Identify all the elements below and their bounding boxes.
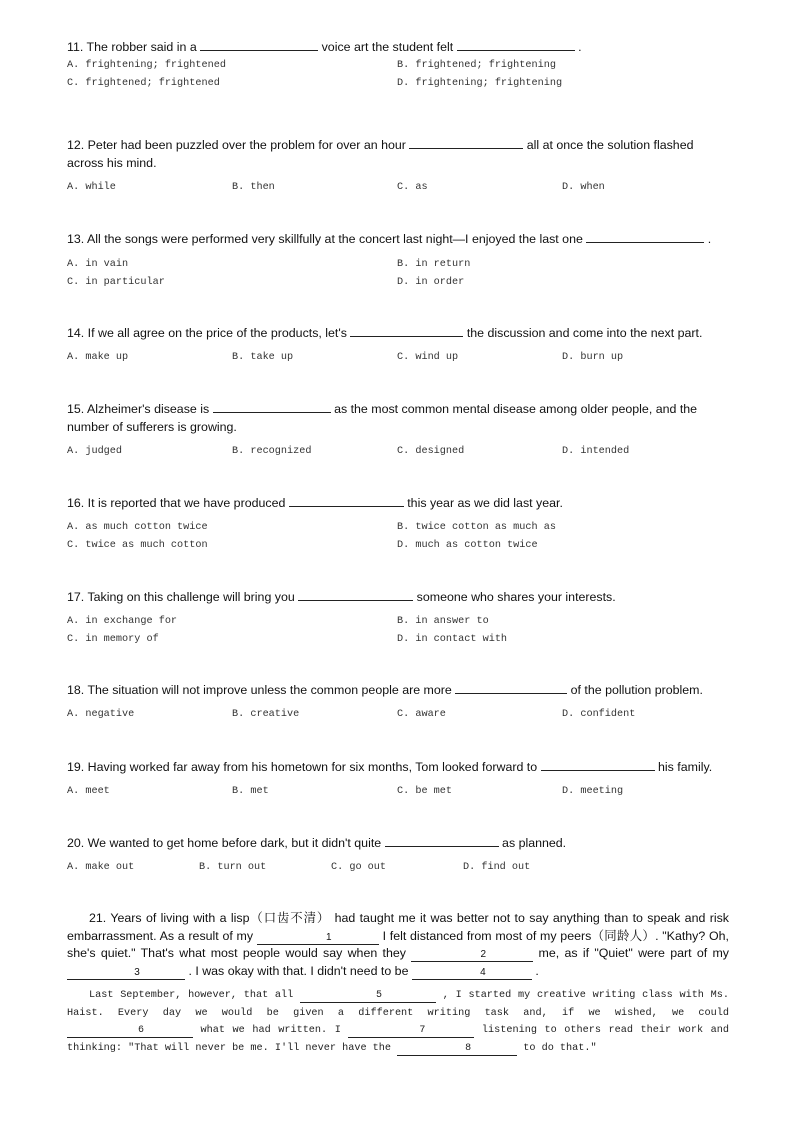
cloze-blank[interactable]: 4 bbox=[412, 967, 532, 980]
answer-blank[interactable] bbox=[385, 834, 499, 847]
cloze-blank[interactable]: 2 bbox=[411, 949, 533, 962]
option-c[interactable]: C. in particular bbox=[67, 276, 165, 288]
answer-blank[interactable] bbox=[541, 758, 655, 771]
cloze-blank[interactable]: 1 bbox=[257, 932, 379, 945]
option-c[interactable]: C. aware bbox=[397, 709, 446, 720]
option-c[interactable]: C. wind up bbox=[397, 352, 459, 363]
option-a[interactable]: A. in exchange for bbox=[67, 616, 178, 627]
option-d[interactable]: D. confident bbox=[562, 709, 636, 720]
question-19-options bbox=[67, 783, 729, 801]
option-a[interactable]: A. while bbox=[67, 182, 116, 193]
option-a[interactable]: A. frightening; frightened bbox=[67, 60, 226, 71]
question-14-options bbox=[67, 349, 729, 367]
cloze-passage-paragraph-1: 21. Years of living with a lisp（口齿不清） had taught me it was better not to say anything than to speak and risk embarrassment. As a result of my 1 I felt distanced from most of my peers（同龄人）. "Kathy? Oh, she's quiet." That's what most people would say when they 2 me, as if "Quiet" were part of my 3 . I was okay with that. I didn't need to be 4 . bbox=[67, 911, 730, 978]
option-b[interactable]: B. met bbox=[232, 786, 269, 797]
option-b[interactable]: B. in return bbox=[397, 259, 471, 270]
question-15-stem: 15. Alzheimer's disease is as the most common mental disease among older people, and the number of sufferers is growing. bbox=[67, 402, 698, 434]
cloze-blank[interactable]: 3 bbox=[67, 967, 185, 980]
question-13-stem: 13. All the songs were performed very skillfully at the concert last night—I enjoyed the last one . bbox=[67, 232, 712, 246]
question-19-stem: 19. Having worked far away from his hometown for six months, Tom looked forward to his family. bbox=[67, 760, 713, 774]
option-d[interactable]: D. when bbox=[562, 182, 605, 193]
option-c[interactable]: C. as bbox=[397, 182, 428, 193]
option-c[interactable]: C. be met bbox=[397, 786, 453, 797]
question-18-stem: 18. The situation will not improve unless the common people are more of the pollution problem. bbox=[67, 683, 703, 697]
answer-blank[interactable] bbox=[586, 230, 704, 243]
option-b[interactable]: B. then bbox=[232, 182, 275, 193]
answer-blank[interactable] bbox=[409, 136, 523, 149]
question-17-stem: 17. Taking on this challenge will bring you someone who shares your interests. bbox=[67, 590, 616, 604]
answer-blank[interactable] bbox=[455, 681, 567, 694]
question-15-options bbox=[67, 443, 729, 461]
option-d[interactable]: D. meeting bbox=[562, 786, 624, 797]
question-16-stem: 16. It is reported that we have produced this year as we did last year. bbox=[67, 496, 563, 510]
option-a[interactable]: A. negative bbox=[67, 709, 135, 720]
answer-blank[interactable] bbox=[298, 588, 413, 601]
option-d[interactable]: D. in contact with bbox=[397, 633, 508, 645]
question-18-options bbox=[67, 706, 729, 724]
question-13-options bbox=[67, 256, 729, 291]
option-a[interactable]: A. make out bbox=[67, 862, 135, 873]
option-c[interactable]: C. designed bbox=[397, 446, 465, 457]
question-11-stem: 11. The robber said in a voice art the student felt . bbox=[67, 40, 582, 54]
option-a[interactable]: A. judged bbox=[67, 446, 123, 457]
option-d[interactable]: D. in order bbox=[397, 276, 465, 288]
question-11-options bbox=[67, 57, 729, 92]
answer-blank[interactable] bbox=[213, 400, 331, 413]
option-b[interactable]: B. creative bbox=[232, 709, 300, 720]
question-14-stem: 14. If we all agree on the price of the products, let's the discussion and come into the next part. bbox=[67, 326, 703, 340]
option-b[interactable]: B. in answer to bbox=[397, 616, 489, 627]
answer-blank[interactable] bbox=[457, 38, 575, 51]
cloze-blank[interactable]: 5 bbox=[300, 990, 436, 1003]
option-c[interactable]: C. in memory of bbox=[67, 633, 159, 645]
option-d[interactable]: D. burn up bbox=[562, 352, 624, 363]
answer-blank[interactable] bbox=[289, 494, 404, 507]
option-d[interactable]: D. frightening; frightening bbox=[397, 77, 563, 89]
option-b[interactable]: B. turn out bbox=[199, 862, 267, 873]
question-17-options bbox=[67, 613, 729, 648]
option-b[interactable]: B. frightened; frightening bbox=[397, 60, 556, 71]
cloze-blank[interactable]: 6 bbox=[67, 1025, 193, 1038]
option-b[interactable]: B. twice cotton as much as bbox=[397, 522, 556, 533]
option-c[interactable]: C. frightened; frightened bbox=[67, 77, 220, 89]
cloze-passage-paragraph-2: Last September, however, that all 5 , I started my creative writing class with Ms. Haist. Every day we would be given a different writing task and, if we wished, we could 6 what we had written. I 7 listening to others read their work and thinking: "That will never be me. I'll never have the 8 to do that." bbox=[67, 990, 730, 1054]
option-a[interactable]: A. as much cotton twice bbox=[67, 522, 208, 533]
option-a[interactable]: A. meet bbox=[67, 786, 110, 797]
question-20-options bbox=[67, 859, 729, 877]
option-d[interactable]: D. much as cotton twice bbox=[397, 539, 538, 551]
option-b[interactable]: B. recognized bbox=[232, 446, 312, 457]
answer-blank[interactable] bbox=[350, 324, 463, 337]
option-b[interactable]: B. take up bbox=[232, 352, 294, 363]
question-12-stem: 12. Peter had been puzzled over the problem for over an hour all at once the solution flashed across his mind. bbox=[67, 138, 694, 170]
answer-blank[interactable] bbox=[200, 38, 318, 51]
cloze-blank[interactable]: 8 bbox=[397, 1043, 517, 1056]
option-c[interactable]: C. twice as much cotton bbox=[67, 539, 208, 551]
option-c[interactable]: C. go out bbox=[331, 862, 387, 873]
cloze-blank[interactable]: 7 bbox=[348, 1025, 474, 1038]
option-a[interactable]: A. in vain bbox=[67, 259, 129, 270]
option-d[interactable]: D. intended bbox=[562, 446, 630, 457]
question-20-stem: 20. We wanted to get home before dark, but it didn't quite as planned. bbox=[67, 836, 567, 850]
option-d[interactable]: D. find out bbox=[463, 862, 531, 873]
question-16-options bbox=[67, 519, 729, 554]
option-a[interactable]: A. make up bbox=[67, 352, 129, 363]
question-12-options bbox=[67, 179, 729, 197]
